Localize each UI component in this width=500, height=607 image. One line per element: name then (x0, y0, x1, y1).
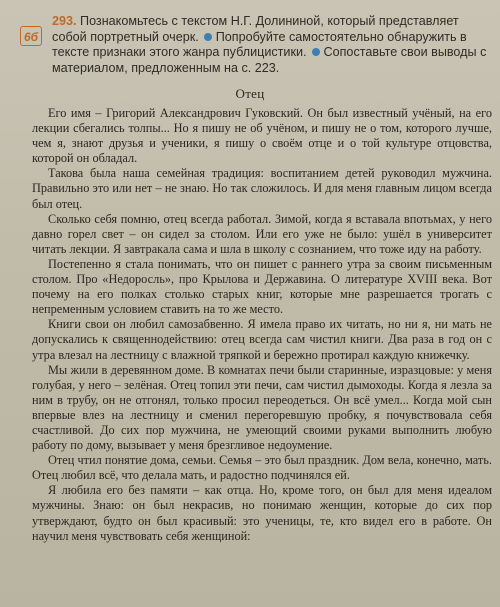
paragraph: Сколько себя помню, отец всегда работал. Зимой, когда я вставала впотьмах, у него давно горел свет – он сидел за столом. Или его уже не было: ушёл в университет читать лекции. Я завтракала сама и шла в школу с сознанием, что тоже иду на работу. (32, 211, 492, 256)
paragraph: Его имя – Григорий Александрович Гуковский. Он был известный учёный, на его лекции сбегались толпы... Но я пишу не об учёном, и пишу не о том, которого лучше, чем я, знают друзья и ученики, я пишу о своём отце и о той культуре отцовства, которой он обладал. (32, 106, 492, 166)
paragraph: Отец чтил понятие дома, семьи. Семья – это был праздник. Дом вела, конечно, мать. Отец любил всё, что делала мать, и радостно подчинялся ей. (32, 453, 492, 483)
exercise-marker-icon: 6б (20, 26, 42, 46)
paragraph: Постепенно я стала понимать, что он пишет с раннего утра за своим письменным столом. Про «Недоросль», про Крылова и Державина. О литературе XVIII века. Вот почему на его полках столько старых книг, которые мне разрешается трогать с непременным условием ставить на то же место. (32, 256, 492, 317)
paragraph: Книги свои он любил самозабвенно. Я имела право их читать, но ни я, ни мать не допускались к священнодействию: отец всегда сам чистил книги. Два раза в год он с утра влезал на лестницу с влажной тряпкой и бережно протирал каждую книжечку. (32, 317, 492, 362)
exercise-number: 293. (52, 14, 77, 28)
essay-text (0, 106, 500, 544)
paragraph: Такова была наша семейная традиция: воспитанием детей руководил мужчина. Правильно это или нет – не знаю. Но так сложилось. И для меня главным лицом всегда был отец. (32, 166, 492, 211)
task-sentence-1: Познакомьтесь с текстом Н.Г. Долининой, который представляет собой портретный очерк. (52, 14, 459, 44)
task-sentence-3: Сопоставьте свои выводы с материалом, предложенным на с. 223. (52, 45, 487, 75)
exercise-task (0, 0, 500, 76)
bullet-dot-icon (204, 33, 212, 41)
paragraph: Я любила его без памяти – как отца. Но, кроме того, он был для меня идеалом мужчины. Знаю: он был некрасив, но понимаю женщин, которые до сих пор утверждают, будто он был красивый: это ученицы, те, кто видел его в работе. Он научил меня чувствовать себя женщиной: (32, 483, 492, 543)
bullet-dot-icon (312, 48, 320, 56)
paragraph: Мы жили в деревянном доме. В комнатах печи были старинные, изразцовые: у меня голубая, у него – зелёная. Отец топил эти печи, сам чистил дымоходы. Когда я лезла за ним в трубу, он не отгонял, только просил переодеться. Он всё умел... Когда мой сын впервые влез на лестницу и сменил перегоревшую пробку, я почувствовала себя счастливой. До сих пор мужчина, не умеющий своими руками выполнить любую работу по дому, вызывает у меня брезгливое недоумение. (32, 362, 492, 453)
text-title: Отец (235, 86, 265, 101)
task-sentence-2: Попробуйте самостоятельно обнаружить в тексте признаки этого жанра публицистики. (52, 29, 467, 59)
